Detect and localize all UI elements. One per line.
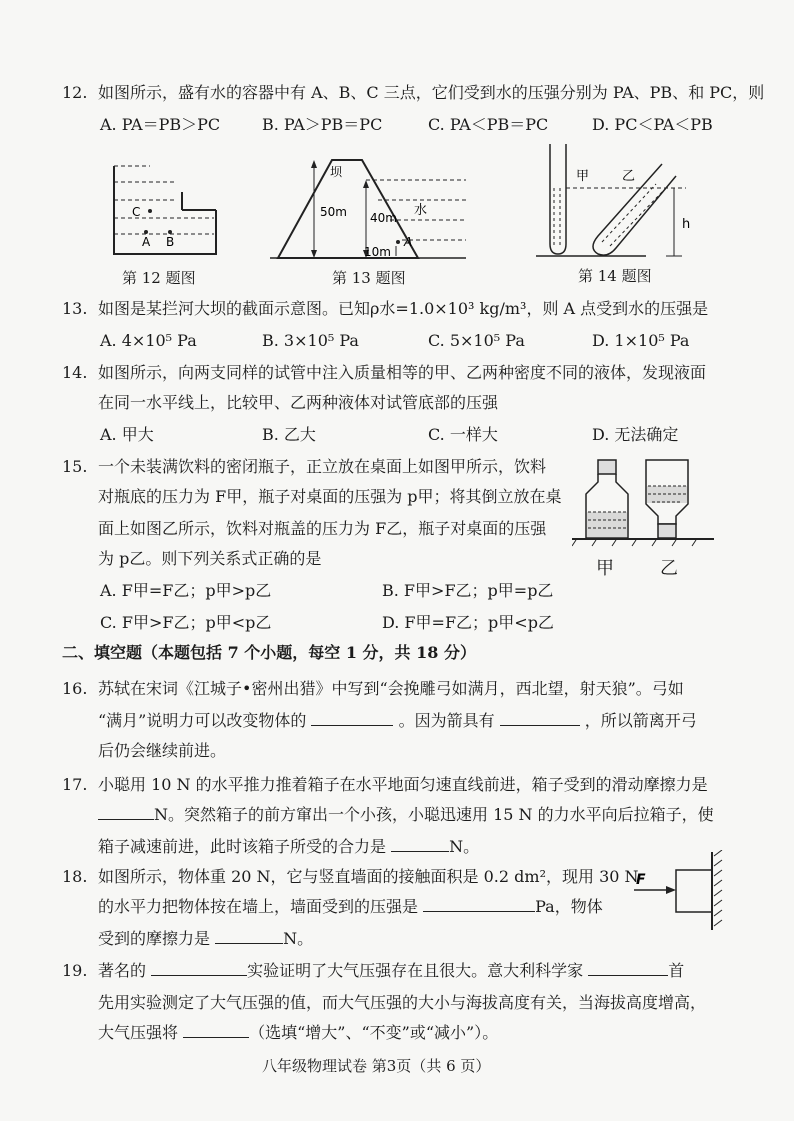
figure-18-wall-diagram — [630, 850, 730, 932]
q18-blank-1[interactable] — [423, 897, 535, 912]
f14-label-jia: 甲 — [576, 169, 590, 184]
q12-option-b: B. PA＞PB＝PC — [262, 115, 383, 134]
q19-blank-1[interactable] — [151, 961, 247, 976]
question-14-number: 14. — [62, 363, 88, 382]
q15-option-b: B. F甲>F乙；p甲=p乙 — [382, 581, 554, 600]
q16-line-2-text-a: “满月”说明力可以改变物体的 — [98, 711, 307, 730]
q13-option-a: A. 4×10⁵ Pa — [100, 331, 197, 350]
figure-12-caption: 第 12 题图 — [122, 269, 196, 287]
question-19-line-2: 先用实验测定了大气压强的值，而大气压强的大小与海拔高度有关，当海拔高度增高， — [98, 993, 707, 1012]
q19-line-1-text-a: 著名的 — [98, 961, 147, 980]
figure-15-bottles-diagram — [572, 454, 714, 550]
q19-line-1-text-b: 实验证明了大气压强存在且很大。意大利科学家 — [247, 961, 584, 980]
question-16-line-3: 后仍会继续前进。 — [98, 741, 227, 760]
q15-option-c: C. F甲>F乙；p甲<p乙 — [100, 613, 272, 632]
f14-label-h: h — [682, 217, 691, 232]
question-15-number: 15. — [62, 457, 88, 476]
figure-15-label-jia: 甲 — [596, 558, 614, 579]
question-15-stem-4: 为 p乙。则下列关系式正确的是 — [98, 549, 322, 568]
question-15-stem-3: 面上如图乙所示，饮料对瓶盖的压力为 F乙，瓶子对桌面的压强 — [98, 519, 547, 538]
q14-option-b: B. 乙大 — [262, 425, 316, 444]
question-19-line-1 — [98, 960, 684, 982]
question-18-line-1: 如图所示，物体重 20 N，它与竖直墙面的接触面积是 0.2 dm²，现用 30 N — [98, 867, 639, 886]
question-12-number: 12. — [62, 83, 88, 102]
f14-label-yi: 乙 — [622, 169, 636, 184]
question-17-line-3 — [98, 836, 479, 858]
q16-line-2-text-b: 。因为箭具有 — [398, 711, 495, 730]
q14-option-a: A. 甲大 — [100, 425, 154, 444]
q13-option-d: D. 1×10⁵ Pa — [592, 331, 690, 350]
f12-label-b: B — [166, 235, 175, 249]
question-13-number: 13. — [62, 299, 88, 318]
q12-option-a: A. PA＝PB＞PC — [100, 115, 221, 134]
question-14-stem-2: 在同一水平线上，比较甲、乙两种液体对试管底部的压强 — [98, 393, 499, 412]
question-19-line-3 — [98, 1022, 498, 1044]
q16-blank-1[interactable] — [311, 711, 393, 726]
question-16-line-1: 苏轼在宋词《江城子•密州出猎》中写到“会挽雕弓如满月，西北望，射天狼”。弓如 — [98, 679, 684, 698]
q16-line-2-text-c: ，所以箭离开弓 — [584, 711, 697, 730]
f13-label-40m: 40m — [370, 211, 397, 225]
page-footer: 八年级物理试卷 第3页（共 6 页） — [262, 1057, 491, 1075]
question-16-number: 16. — [62, 679, 88, 698]
q14-option-c: C. 一样大 — [428, 425, 498, 444]
question-18-line-2 — [98, 896, 603, 918]
f12-label-a: A — [142, 235, 151, 249]
q17-blank-2[interactable] — [391, 837, 449, 852]
q13-option-c: C. 5×10⁵ Pa — [428, 331, 525, 350]
figure-14-test-tubes-diagram — [536, 140, 706, 262]
q18-blank-2[interactable] — [215, 929, 283, 944]
question-17-number: 17. — [62, 775, 88, 794]
q19-blank-2[interactable] — [588, 961, 668, 976]
question-12-stem: 如图所示，盛有水的容器中有 A、B、C 三点，它们受到水的压强分别为 PA、PB、和 PC，则 — [98, 83, 765, 102]
figure-13-dam-diagram — [268, 156, 468, 262]
q18-line-3-text-b: N。 — [283, 929, 314, 948]
f13-label-a: A — [404, 235, 413, 249]
q17-line-3-text-b: N。 — [449, 837, 480, 856]
question-15-stem-2: 对瓶底的压力为 F甲，瓶子对桌面的压强为 p甲；将其倒立放在桌 — [98, 487, 562, 506]
question-16-line-2 — [98, 710, 697, 732]
figure-12-container-diagram — [110, 162, 220, 262]
q18-line-3-text-a: 受到的摩擦力是 — [98, 929, 211, 948]
figure-14-caption: 第 14 题图 — [578, 267, 652, 285]
question-17-line-1: 小聪用 10 N 的水平推力推着箱子在水平地面匀速直线前进，箱子受到的滑动摩擦力是 — [98, 775, 708, 794]
q14-option-d: D. 无法确定 — [592, 425, 679, 444]
section-2-heading: 二、填空题（本题包括 7 个小题，每空 1 分，共 18 分） — [62, 643, 476, 662]
q18-line-2-text-b: Pa，物体 — [535, 897, 603, 916]
f13-label-dam: 坝 — [330, 165, 343, 179]
q17-line-3-text-a: 箱子减速前进，此时该箱子所受的合力是 — [98, 837, 387, 856]
q19-line-3-text-b: （选填“增大”、“不变”或“减小”）。 — [249, 1023, 499, 1042]
question-18-number: 18. — [62, 867, 88, 886]
q15-option-d: D. F甲=F乙；p甲<p乙 — [382, 613, 554, 632]
f13-label-50m: 50m — [320, 205, 347, 219]
q16-blank-2[interactable] — [500, 711, 580, 726]
q18-line-2-text-a: 的水平力把物体按在墙上，墙面受到的压强是 — [98, 897, 419, 916]
q17-line-2-text: N。突然箱子的前方窜出一个小孩，小聪迅速用 15 N 的力水平向后拉箱子，使 — [154, 805, 714, 824]
q12-option-c: C. PA＜PB＝PC — [428, 115, 549, 134]
figure-15-label-yi: 乙 — [660, 558, 678, 579]
q12-option-d: D. PC＜PA＜PB — [592, 115, 713, 134]
q19-line-3-text-a: 大气压强将 — [98, 1023, 179, 1042]
q19-blank-3[interactable] — [183, 1023, 249, 1038]
question-13-stem: 如图是某拦河大坝的截面示意图。已知ρ水=1.0×10³ kg/m³，则 A 点受到水的压强是 — [98, 299, 709, 318]
q15-option-a: A. F甲=F乙；p甲>p乙 — [100, 581, 272, 600]
q13-option-b: B. 3×10⁵ Pa — [262, 331, 359, 350]
question-15-stem-1: 一个未装满饮料的密闭瓶子，正立放在桌面上如图甲所示，饮料 — [98, 457, 547, 476]
f13-label-water: 水 — [414, 203, 428, 218]
question-18-line-3 — [98, 928, 313, 950]
q19-line-1-text-c: 首 — [668, 961, 685, 980]
question-14-stem-1: 如图所示，向两支同样的试管中注入质量相等的甲、乙两种密度不同的液体，发现液面 — [98, 363, 707, 382]
f13-label-10m: 10m — [364, 245, 391, 259]
question-17-line-2 — [98, 804, 714, 826]
figure-13-caption: 第 13 题图 — [332, 269, 406, 287]
f18-force-label: F — [636, 872, 646, 888]
q17-blank-1[interactable] — [98, 805, 154, 820]
f12-label-c: C — [132, 205, 141, 219]
question-19-number: 19. — [62, 961, 88, 980]
